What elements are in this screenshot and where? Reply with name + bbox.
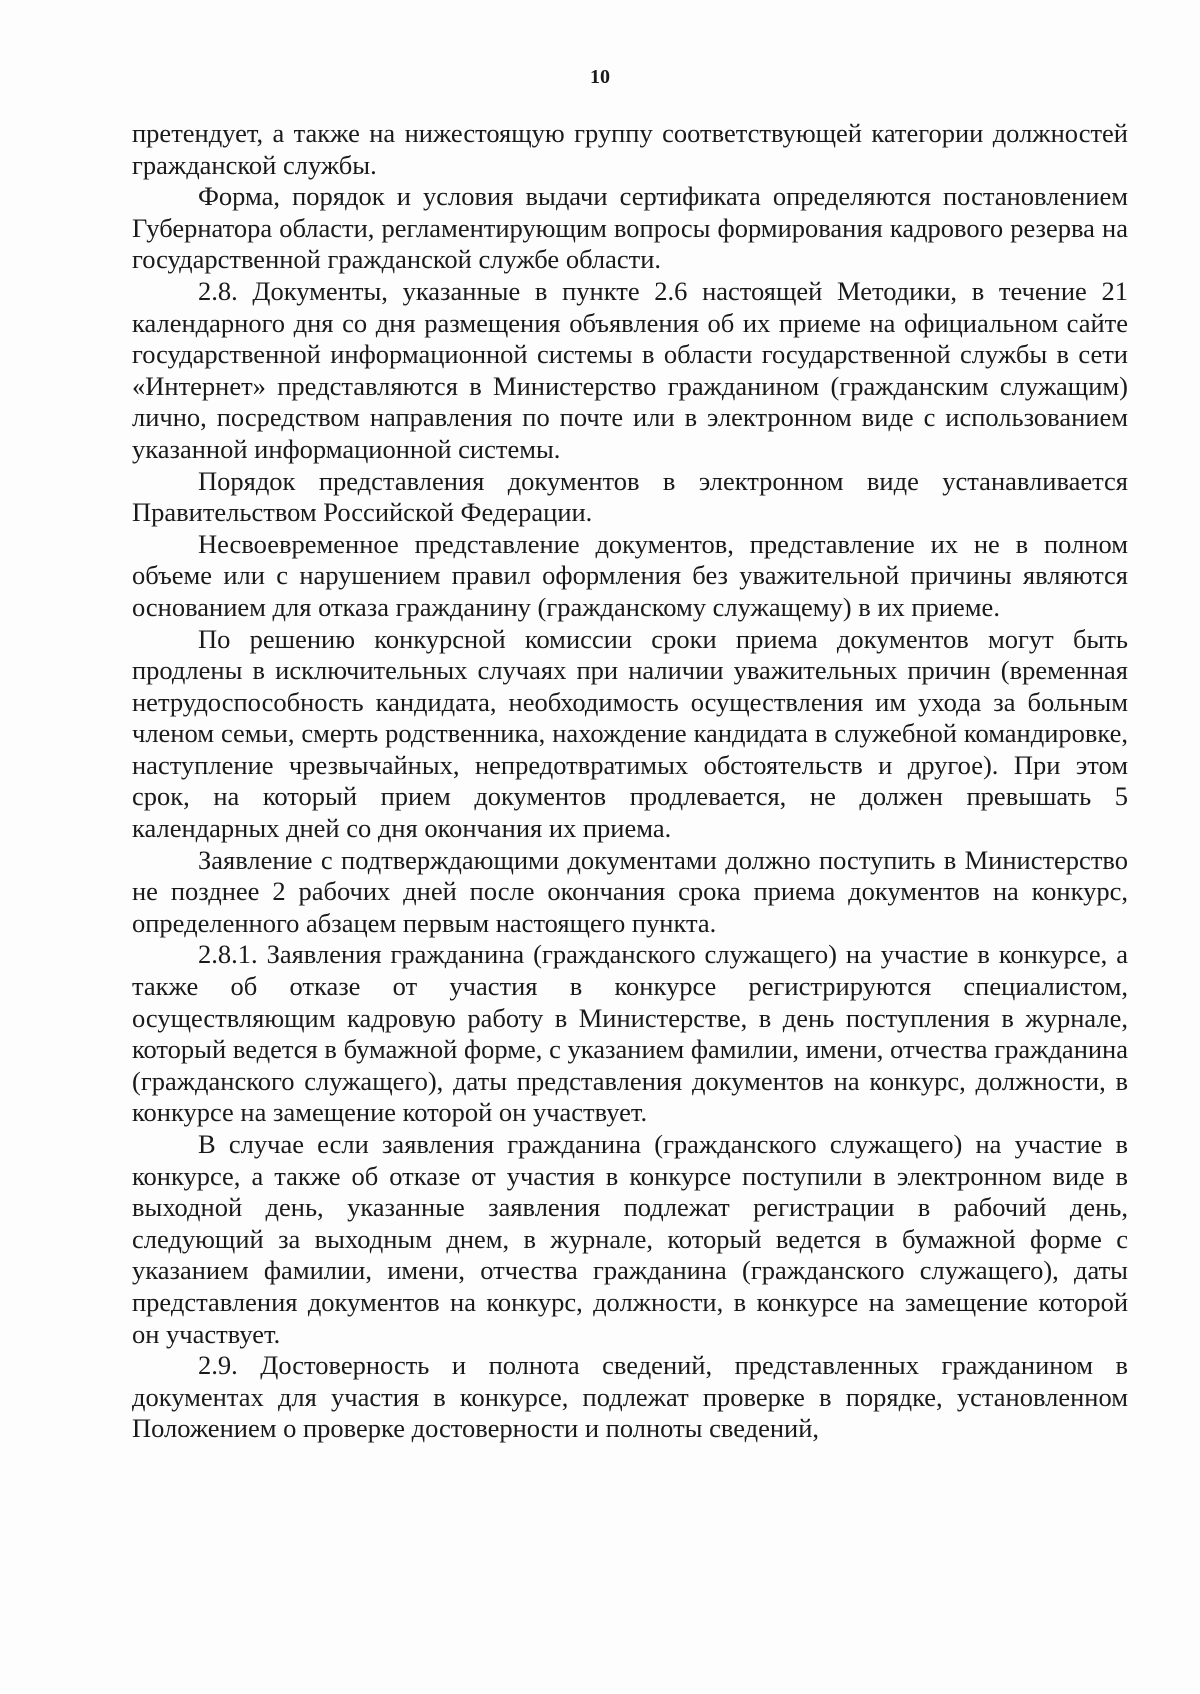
paragraph-2-9: 2.9. Достоверность и полнота сведений, представленных гражданином в документах для участия в конкурсе, подлежат проверке в порядке, установленном Положением о проверке достоверности и полноты сведений, [132, 1350, 1128, 1444]
page-number: 10 [590, 66, 610, 88]
paragraph-late-submission: Несвоевременное представление документов, представление их не в полном объеме или с нарушением правил оформления без уважительной причины являются основанием для отказа гражданину (гражданскому служащему) в их приеме. [132, 528, 1128, 622]
paragraph-application-deadline: Заявление с подтверждающими документами должно поступить в Министерство не позднее 2 рабочих дней после окончания срока приема документов на конкурс, определенного абзацем первым настоящего пункта. [132, 844, 1128, 938]
paragraph-certificate-form: Форма, порядок и условия выдачи сертификата определяются постановлением Губернатора области, регламентирующим вопросы формирования кадрового резерва на государственной гражданской службе области. [132, 181, 1128, 275]
paragraph-2-8-1: 2.8.1. Заявления гражданина (гражданского служащего) на участие в конкурсе, а также об отказе от участия в конкурсе регистрируются специалистом, осуществляющим кадровую работу в Министерстве, в день поступления в журнале, который ведется в бумажной форме, с указанием фамилии, имени, отчества гражданина (гражданского служащего), даты представления документов на конкурс, должности, в конкурсе на замещение которой он участвует. [132, 939, 1128, 1128]
paragraph-electronic-procedure: Порядок представления документов в электронном виде устанавливается Правительством Российской Федерации. [132, 465, 1128, 528]
document-body [132, 118, 1128, 1445]
paragraph-extension: По решению конкурсной комиссии сроки приема документов могут быть продлены в исключительных случаях при наличии уважительных причин (временная нетрудоспособность кандидата, необходимость осуществления им ухода за больным членом семьи, смерть родственника, нахождение кандидата в служебной командировке, наступление чрезвычайных, непредотвратимых обстоятельств и другое). При этом срок, на который прием документов продлевается, не должен превышать 5 календарных дней со дня окончания их приема. [132, 623, 1128, 844]
paragraph-weekend-registration: В случае если заявления гражданина (гражданского служащего) на участие в конкурсе, а также об отказе от участия в конкурсе поступили в электронном виде в выходной день, указанные заявления подлежат регистрации в рабочий день, следующий за выходным днем, в журнале, который ведется в бумажной форме с указанием фамилии, имени, отчества гражданина (гражданского служащего), даты представления документов на конкурс, должности, в конкурсе на замещение которой он участвует. [132, 1129, 1128, 1349]
paragraph-continuation: претендует, а также на нижестоящую группу соответствующей категории должностей гражданской службы. [132, 118, 1128, 180]
paragraph-2-8: 2.8. Документы, указанные в пункте 2.6 настоящей Методики, в течение 21 календарного дня со дня размещения объявления об их приеме на официальном сайте государственной информационной системы в области государственной службы в сети «Интернет» представляются в Министерство гражданином (гражданским служащим) лично, посредством направления по почте или в электронном виде с использованием указанной информационной системы. [132, 275, 1128, 464]
